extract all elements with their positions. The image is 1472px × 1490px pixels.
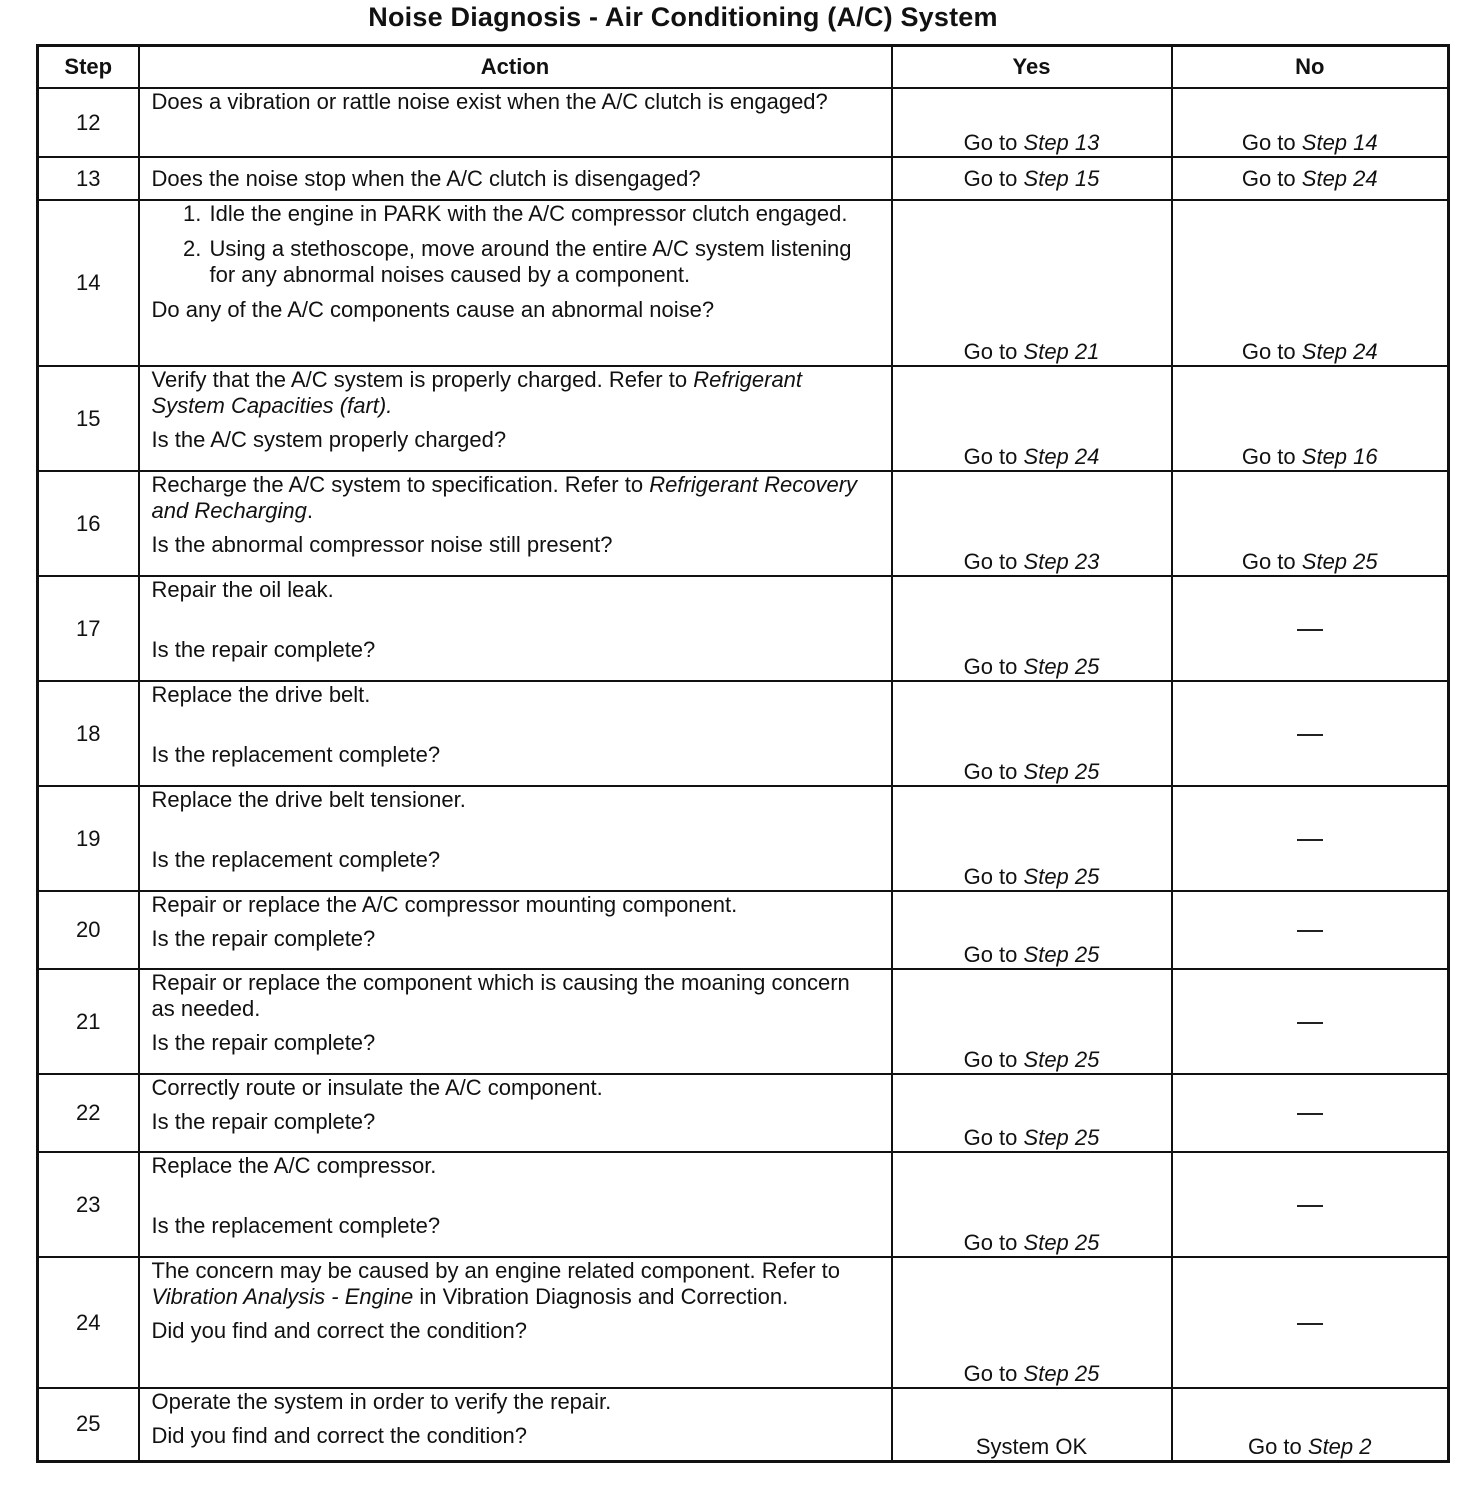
- action-text: Does the noise stop when the A/C clutch is disengaged?: [151, 165, 701, 191]
- no-cell: [1172, 681, 1449, 786]
- action-question: Is the repair complete?: [151, 1109, 376, 1134]
- no-cell: [1172, 969, 1449, 1074]
- step-number: 13: [38, 157, 139, 200]
- step-number: 16: [38, 471, 139, 576]
- action-cell: [139, 891, 892, 969]
- yes-cell: Go to Step 21: [892, 200, 1172, 366]
- action-text: Repair the oil leak.: [151, 577, 334, 602]
- action-question: Do any of the A/C components cause an abnormal noise?: [151, 297, 715, 322]
- step-number: 20: [38, 891, 139, 969]
- action-cell: [139, 1074, 892, 1152]
- action-cell: [139, 1388, 892, 1461]
- step-number: 12: [38, 88, 139, 157]
- action-cell: [139, 576, 892, 681]
- yes-cell: Go to Step 25: [892, 1152, 1172, 1257]
- action-cell: [139, 366, 892, 471]
- yes-cell: Go to Step 25: [892, 891, 1172, 969]
- header-action: Action: [139, 46, 892, 89]
- table-row: [38, 1257, 1449, 1388]
- no-cell: [1172, 1074, 1449, 1152]
- action-text: The concern may be caused by an engine related component. Refer to: [151, 1258, 841, 1283]
- yes-step-link: 25: [1074, 942, 1100, 967]
- no-cell: Go to Step 24: [1172, 200, 1449, 366]
- reference-link: Refrigerant Recovery and Recharging: [151, 472, 858, 523]
- action-cell: [139, 786, 892, 891]
- no-cell: [1172, 1152, 1449, 1257]
- header-yes: Yes: [892, 46, 1172, 89]
- dash-mark: [1297, 1323, 1323, 1325]
- action-text: Repair or replace the A/C compressor mounting component.: [151, 892, 738, 917]
- table-row: [38, 471, 1449, 576]
- no-step-link: 24: [1353, 339, 1378, 364]
- step-number: 25: [38, 1388, 139, 1461]
- action-question: Did you find and correct the condition?: [151, 1318, 527, 1343]
- step-number: 19: [38, 786, 139, 891]
- reference-link: Refrigerant System Capacities (fart).: [151, 367, 803, 418]
- action-cell: [139, 1152, 892, 1257]
- yes-step-link: 25: [1074, 759, 1100, 784]
- no-step-link: 14: [1353, 130, 1378, 155]
- table-row: [38, 366, 1449, 471]
- procedure-list: [152, 201, 879, 288]
- yes-step-link: 21: [1074, 339, 1100, 364]
- action-text: Correctly route or insulate the A/C component.: [151, 1075, 603, 1100]
- step-number: 22: [38, 1074, 139, 1152]
- yes-cell: Go to Step 25: [892, 576, 1172, 681]
- table-row: [38, 576, 1449, 681]
- action-text: Replace the A/C compressor.: [151, 1153, 437, 1178]
- no-cell: Go to Step 24: [1172, 157, 1449, 200]
- action-cell: [139, 88, 892, 157]
- yes-cell: Go to Step 25: [892, 1257, 1172, 1388]
- action-cell: [139, 200, 892, 366]
- yes-cell: Go to Step 25: [892, 1074, 1172, 1152]
- yes-step-link: 25: [1074, 864, 1100, 889]
- no-cell: [1172, 891, 1449, 969]
- no-step-link: 24: [1353, 165, 1378, 191]
- action-cell: [139, 157, 892, 200]
- step-number: 24: [38, 1257, 139, 1388]
- table-row: [38, 88, 1449, 157]
- action-text: Recharge the A/C system to specification. Refer to: [151, 472, 644, 497]
- table-row: [38, 969, 1449, 1074]
- yes-step-link: 24: [1074, 444, 1100, 469]
- step-number: 21: [38, 969, 139, 1074]
- yes-cell: Go to Step 25: [892, 681, 1172, 786]
- yes-cell: Go to Step 13: [892, 88, 1172, 157]
- dash-mark: [1297, 1113, 1323, 1115]
- action-question: Is the A/C system properly charged?: [151, 427, 507, 452]
- no-cell: Go to Step 16: [1172, 366, 1449, 471]
- action-cell: [139, 681, 892, 786]
- dash-mark: [1297, 930, 1323, 932]
- diagnosis-table: [36, 44, 1450, 1463]
- step-number: 23: [38, 1152, 139, 1257]
- action-question: Is the repair complete?: [151, 1030, 376, 1055]
- action-text: Operate the system in order to verify the repair.: [151, 1389, 612, 1414]
- yes-cell: Go to Step 15: [892, 157, 1172, 200]
- no-cell: Go to Step 14: [1172, 88, 1449, 157]
- step-number: 14: [38, 200, 139, 366]
- yes-step-link: 23: [1074, 549, 1100, 574]
- action-question: Did you find and correct the condition?: [151, 1423, 527, 1448]
- yes-step-link: 25: [1074, 1361, 1100, 1386]
- action-text: Verify that the A/C system is properly charged. Refer to: [151, 367, 688, 392]
- yes-step-link: 25: [1074, 1125, 1100, 1150]
- yes-cell: Go to Step 25: [892, 786, 1172, 891]
- action-question: Is the replacement complete?: [151, 847, 441, 872]
- table-row: [38, 681, 1449, 786]
- action-cell: The concern may be caused by an engine related component. Refer to Vibration Analysis - Engine in Vibration Diagnosis and Correction. Did you find and correct the condition?: [139, 1257, 892, 1388]
- dash-mark: [1297, 1022, 1323, 1024]
- dash-mark: [1297, 629, 1323, 631]
- step-number: 18: [38, 681, 139, 786]
- action-question: Is the replacement complete?: [151, 742, 441, 767]
- header-row: [38, 46, 1449, 89]
- action-text: Repair or replace the component which is causing the moaning concern as needed.: [151, 970, 850, 1021]
- no-step-link: 16: [1353, 444, 1378, 469]
- table-row: [38, 157, 1449, 200]
- table-row: [38, 1388, 1449, 1461]
- action-question: Is the repair complete?: [151, 637, 376, 662]
- list-item: 2. Using a stethoscope, move around the entire A/C system listening for any abnormal noises caused by a component.: [208, 236, 879, 288]
- step-number: 15: [38, 366, 139, 471]
- action-question: Is the replacement complete?: [151, 1213, 441, 1238]
- yes-cell: Go to Step 25: [892, 969, 1172, 1074]
- reference-link: Vibration Analysis - Engine: [151, 1284, 414, 1309]
- header-no: No: [1172, 46, 1449, 89]
- yes-cell: Go to Step 23: [892, 471, 1172, 576]
- action-text: Replace the drive belt tensioner.: [151, 787, 466, 812]
- step-number: 17: [38, 576, 139, 681]
- yes-cell: [892, 1388, 1172, 1461]
- table-row: [38, 1152, 1449, 1257]
- action-question: Is the abnormal compressor noise still present?: [151, 532, 613, 557]
- no-cell: Go to Step 2: [1172, 1388, 1449, 1461]
- no-cell: [1172, 786, 1449, 891]
- no-step-link: 2: [1359, 1433, 1372, 1459]
- table-row: [38, 786, 1449, 891]
- dash-mark: [1297, 1205, 1323, 1207]
- no-cell: Go to Step 25: [1172, 471, 1449, 576]
- yes-step-link: 25: [1074, 1230, 1100, 1255]
- dash-mark: [1297, 734, 1323, 736]
- list-item: 1. Idle the engine in PARK with the A/C compressor clutch engaged.: [208, 201, 879, 227]
- action-question: Is the repair complete?: [151, 926, 376, 951]
- page-title: Noise Diagnosis - Air Conditioning (A/C) System: [368, 2, 998, 32]
- yes-step-link: 25: [1074, 654, 1100, 679]
- yes-result: System OK: [975, 1433, 1088, 1459]
- no-cell: [1172, 576, 1449, 681]
- action-cell: Recharge the A/C system to specification. Refer to Refrigerant Recovery and Recharging. Is the abnormal compressor noise still present?: [139, 471, 892, 576]
- action-text: Does a vibration or rattle noise exist when the A/C clutch is engaged?: [151, 89, 828, 114]
- no-step-link: 25: [1353, 549, 1378, 574]
- action-text: Replace the drive belt.: [151, 682, 371, 707]
- yes-cell: Go to Step 24: [892, 366, 1172, 471]
- action-cell: [139, 969, 892, 1074]
- yes-step-link: 15: [1074, 165, 1100, 191]
- table-row: [38, 891, 1449, 969]
- table-row: [38, 1074, 1449, 1152]
- header-step: Step: [38, 46, 139, 89]
- no-cell: [1172, 1257, 1449, 1388]
- dash-mark: [1297, 839, 1323, 841]
- yes-step-link: 13: [1074, 130, 1100, 155]
- table-row: [38, 200, 1449, 366]
- yes-step-link: 25: [1074, 1047, 1100, 1072]
